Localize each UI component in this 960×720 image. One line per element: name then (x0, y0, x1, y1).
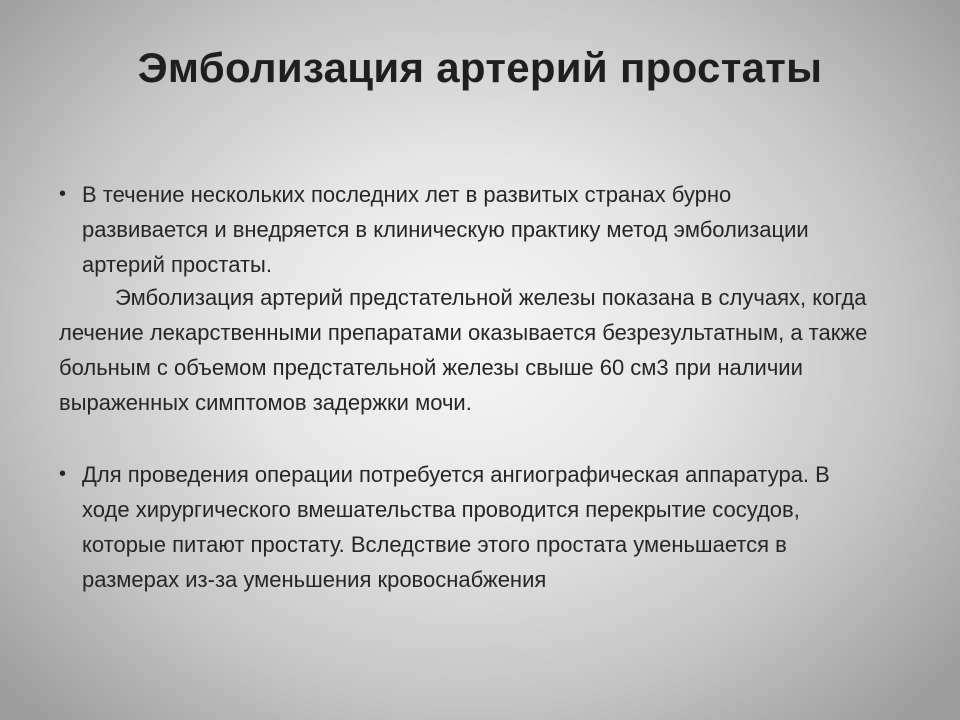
slide-title: Эмболизация артерий простаты (137, 44, 823, 91)
indented-paragraph: Эмболизация артерий предстательной железы показана в случаях, когда лечение лекарственными препаратами оказывается безрезультатным, а также больным с объемом предстательной железы свыше 60 см3 при наличии выраженных симптомов задержки мочи. (59, 285, 868, 415)
bullet-text-1: В течение нескольких последних лет в развитых странах бурно развивается и внедряется в клиническую практику метод эмболизации артерий простаты. (82, 182, 809, 277)
bullet-text-2: Для проведения операции потребуется ангиографическая аппаратура. В ходе хирургического вмешательства проводится перекрытие сосудов, которые питают простату. Вследствие этого простата уменьшается в размерах из-за уменьшения кровоснабжения (82, 462, 830, 592)
bullet-marker: • (59, 183, 67, 205)
bullet-marker: • (59, 463, 67, 485)
